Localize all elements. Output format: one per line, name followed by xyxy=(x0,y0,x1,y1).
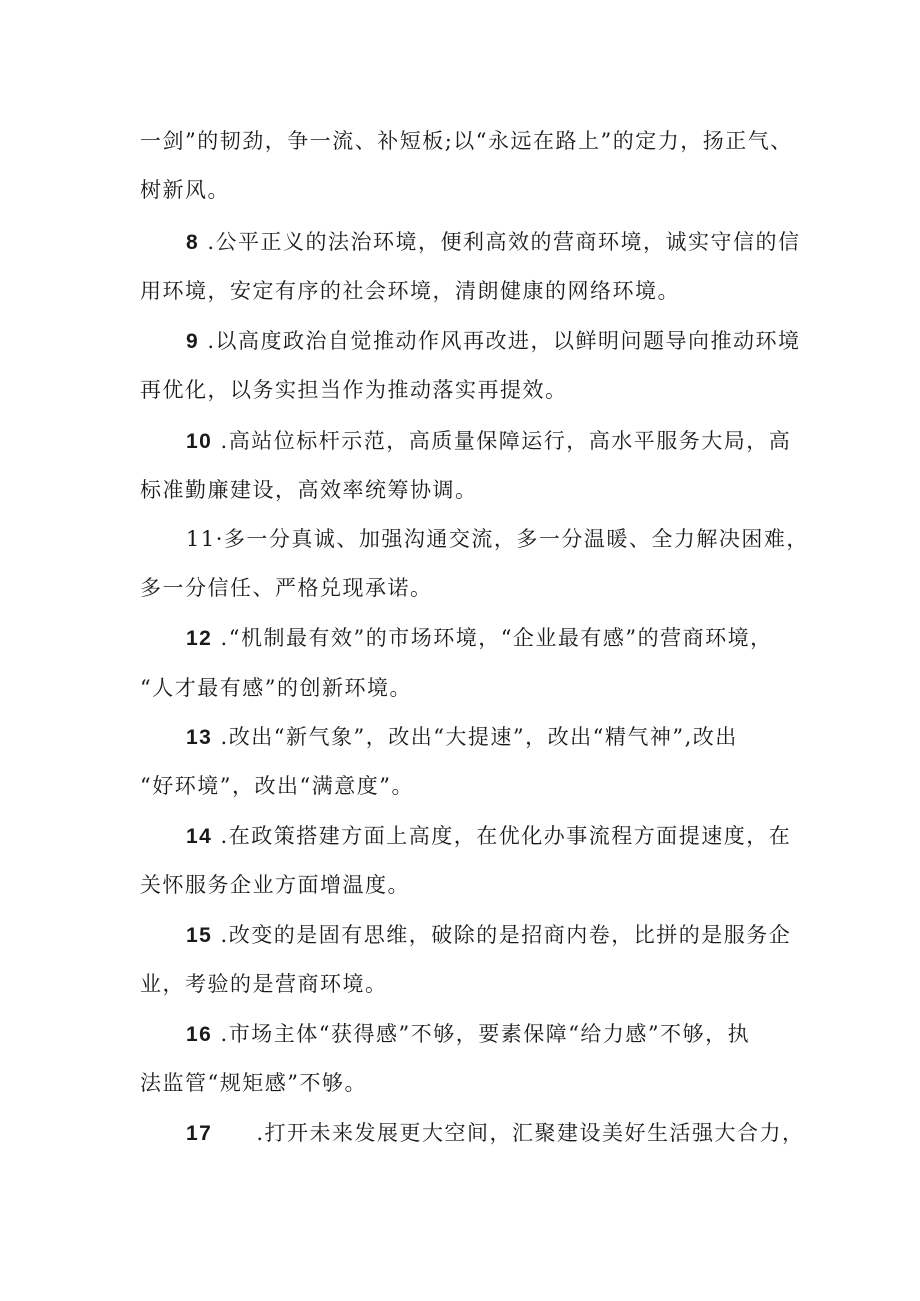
item-17-line: 17 .打开未来发展更大空间，汇聚建设美好生活强大合力， xyxy=(186,1121,805,1145)
text-line: 业，考验的是营商环境。 xyxy=(140,972,388,996)
item-number: 16 xyxy=(186,1023,213,1046)
text-line: 关怀服务企业方面增温度。 xyxy=(140,873,410,897)
text-line: 用环境，安定有序的社会环境，清朗健康的网络环境。 xyxy=(140,279,680,303)
item-9-line: 9 .以高度政治自觉推动作风再改进，以鲜明问题导向推动环境 xyxy=(186,329,801,353)
item-16-line: 16 .市场主体“获得感”不够，要素保障“给力感”不够，执 xyxy=(186,1022,751,1046)
item-14-line: 14 .在政策搭建方面上高度，在优化办事流程方面提速度，在 xyxy=(186,824,792,848)
item-number: 17 xyxy=(186,1122,213,1145)
item-15-line: 15 .改变的是固有思维，破除的是招商内卷，比拼的是服务企 xyxy=(186,923,792,947)
item-number: 15 xyxy=(186,924,213,947)
item-number: 9 xyxy=(186,330,200,353)
text-line: 法监管“规矩感”不够。 xyxy=(140,1071,367,1095)
item-13-line: 13 .改出“新气象”，改出“大提速”，改出“精气神”,改出 xyxy=(186,725,738,749)
item-8-line: 8 .公平正义的法治环境，便利高效的营商环境，诚实守信的信 xyxy=(186,230,801,254)
item-number: 14 xyxy=(186,825,213,848)
text-line: “人才最有感”的创新环境。 xyxy=(140,676,412,700)
item-number: 12 xyxy=(186,627,213,650)
item-number: 8 xyxy=(186,231,200,254)
text-line: 树新风。 xyxy=(140,178,230,202)
text-line: 再优化，以务实担当作为推动落实再提效。 xyxy=(140,378,568,402)
text-line: 标准勤廉建设，高效率统筹协调。 xyxy=(140,478,478,502)
text-line: 一剑”的韧劲，争一流、补短板;以“永远在路上”的定力，扬正气、 xyxy=(140,129,793,153)
item-number: 10 xyxy=(186,430,213,453)
item-12-line: 12 .“机制最有效”的市场环境，“企业最有感”的营商环境， xyxy=(186,626,773,650)
text-line: “好环境”，改出“满意度”。 xyxy=(140,774,414,798)
item-10-line: 10 .高站位标杆示范，高质量保障运行，高水平服务大局，高 xyxy=(186,429,792,453)
text-line: 多一分信任、严格兑现承诺。 xyxy=(140,576,433,600)
item-number: 13 xyxy=(186,726,213,749)
item-11-line: 11·多一分真诚、加强沟通交流，多一分温暖、全力解决困难， xyxy=(186,527,809,551)
